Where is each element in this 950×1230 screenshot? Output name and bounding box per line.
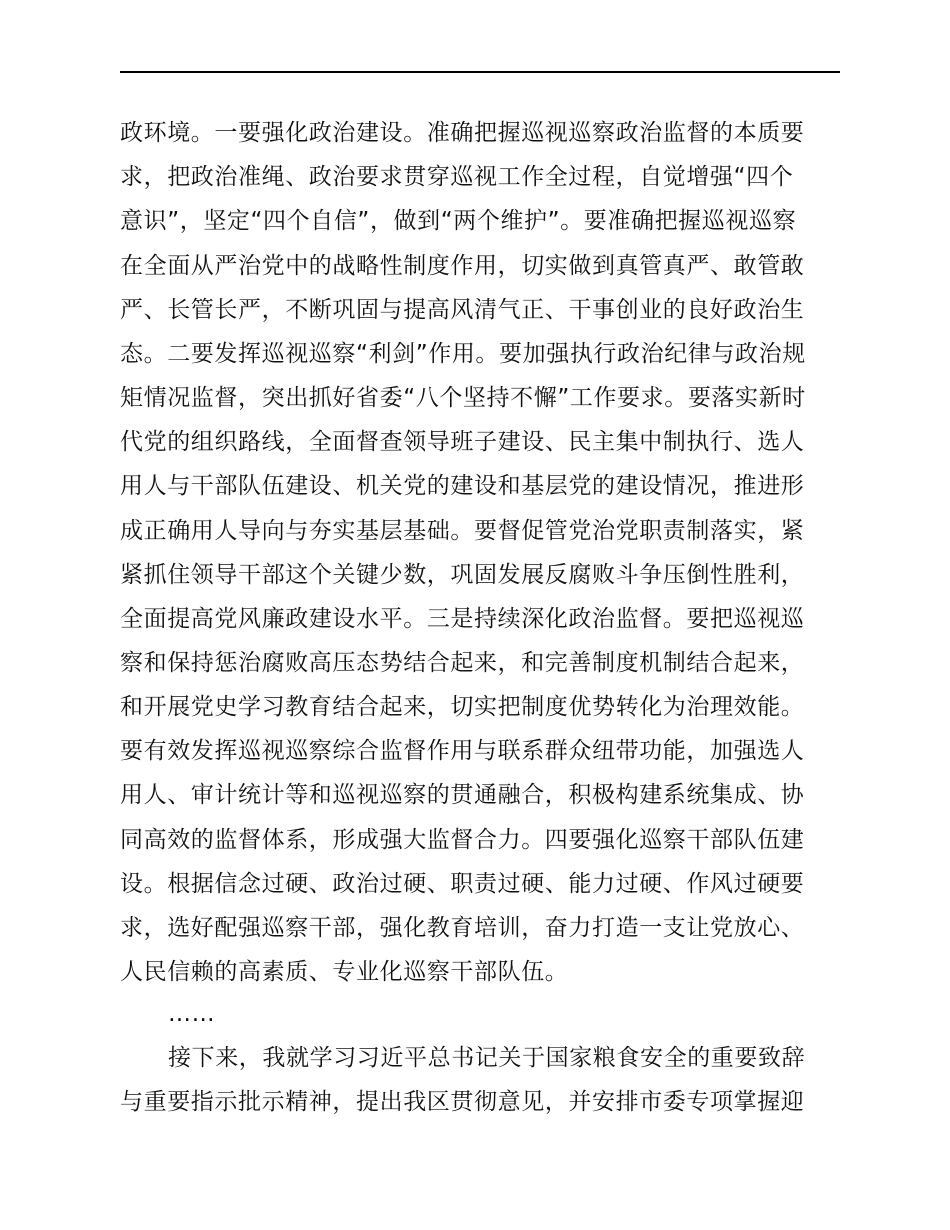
body-line: 察和保持惩治腐败高压态势结合起来，和完善制度机制结合起来，	[120, 650, 805, 676]
body-line: 态。二要发挥巡视巡察“利剑”作用。要加强执行政治纪律与政治规	[120, 341, 806, 367]
ellipsis: ……	[168, 1001, 216, 1027]
body-line: 同高效的监督体系，形成强大监督合力。四要强化巡察干部队伍建	[120, 827, 805, 853]
body-line: 矩情况监督，突出抓好省委“八个坚持不懈”工作要求。要落实新时	[120, 385, 806, 411]
body-line: 全面提高党风廉政建设水平。三是持续深化政治监督。要把巡视巡	[120, 606, 805, 632]
body-line: 要有效发挥巡视巡察综合监督作用与联系群众纽带功能，加强选人	[120, 738, 805, 764]
body-line: 求，把政治准绳、政治要求贯穿巡视工作全过程，自觉增强“四个	[120, 164, 794, 190]
body-line: 意识”，坚定“四个自信”，做到“两个维护”。要准确把握巡视巡察	[120, 208, 797, 234]
body-line: 成正确用人导向与夯实基层基础。要督促管党治党职责制落实，紧	[120, 518, 805, 544]
body-line: 在全面从严治党中的战略性制度作用，切实做到真管真严、敢管敢	[120, 253, 805, 279]
header-rule	[120, 71, 840, 73]
body-line: 代党的组织路线，全面督查领导班子建设、民主集中制执行、选人	[120, 429, 805, 455]
body-line: 设。根据信念过硬、政治过硬、职责过硬、能力过硬、作风过硬要	[120, 871, 805, 897]
body-line: 人民信赖的高素质、专业化巡察干部队伍。	[120, 959, 569, 985]
body-line: 严、长管长严，不断巩固与提高风清气正、干事创业的良好政治生	[120, 297, 805, 323]
body-line: 政环境。一要强化政治建设。准确把握巡视巡察政治监督的本质要	[120, 120, 805, 146]
body-line: 用人与干部队伍建设、机关党的建设和基层党的建设情况，推进形	[120, 473, 805, 499]
body-line: 求，选好配强巡察干部，强化教育培训，奋力打造一支让党放心、	[120, 915, 805, 941]
body-line: 紧抓住领导干部这个关键少数，巩固发展反腐败斗争压倒性胜利，	[120, 562, 805, 588]
body-line: 和开展党史学习教育结合起来，切实把制度优势转化为治理效能。	[120, 694, 805, 720]
closing-line: 与重要指示批示精神，提出我区贯彻意见，并安排市委专项掌握迎	[120, 1089, 805, 1115]
body-line: 用人、审计统计等和巡视巡察的贯通融合，积极构建系统集成、协	[120, 782, 805, 808]
closing-line: 接下来，我就学习习近平总书记关于国家粮食安全的重要致辞	[168, 1045, 806, 1071]
